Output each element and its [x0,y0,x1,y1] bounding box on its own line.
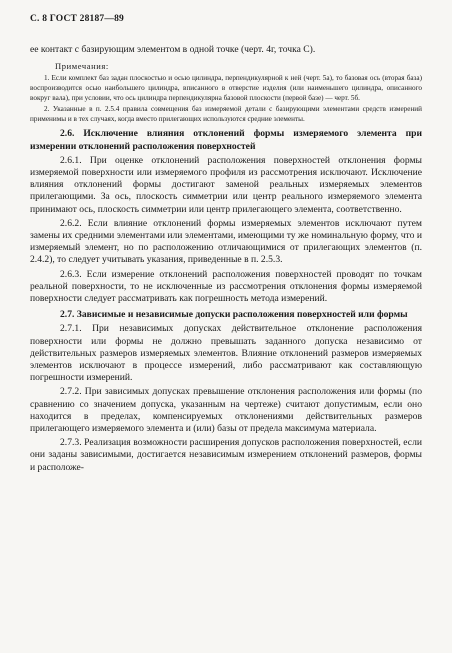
paragraph-2-7-1: 2.7.1. При независимых допусках действительное отклонение расположения поверхности или формы не должно превышать заданного допуска независимо от действительных размеров измеряемых элементов. Влияние отклонений размеров измеряемых элементов исключают в процессе измерений, либо рассматривают как составляющую погрешности измерений. [30,323,422,384]
page-content [30,44,422,476]
paragraph-continuation: ее контакт с базирующим элементом в одной точке (черт. 4г, точка C). [30,44,316,55]
paragraph-2-6-1: 2.6.1. При оценке отклонений расположения поверхностей отклонения формы измеряемой поверхности или измеряемого профиля из рассмотрения исключают. Исключение влияния отклонений формы достигают заменой реальных измеряемых элементов прилегающими. За ось, плоскость симметрии или центр реального измеряемого элемента принимают ось, плоскость симметрии или центр прилегающего элемента, соответственно. [30,154,422,215]
section-heading-2-6: 2.6. Исключение влияния отклонений формы измеряемого элемента при измерении отклонений расположения поверхностей [30,128,422,152]
note-2: 2. Указанные в п. 2.5.4 правила совмещения баз измеряемой детали с базирующими элементами средств измерений применимы и в тех случаях, когда вместо прилегающих используются средние элементы. [30,105,422,123]
paragraph-2-6-2: 2.6.2. Если влияние отклонений формы измеряемых элементов исключают путем замены их средними элементами или элементами, имеющими ту же номинальную форму, что и измеряемый элемент, но по расположению отличающимися от прилегающих элементов (п. 2.4.2), то следует учитывать указания, приведенные в п. 2.5.3. [30,217,422,266]
note-1: 1. Если комплект баз задан плоскостью и осью цилиндра, перпендикулярной к ней (черт. 5а), то базовая ось (вторая база) воспроизводится осью наибольшего цилиндра, вписанного в отверстие изделия (или наименьшего цилиндра, описанного вокруг вала), при условии, что ось цилиндра перпендикулярна базовой плоскости (первой базе) — черт. 5б. [30,74,422,102]
paragraph-2-6-3: 2.6.3. Если измерение отклонений расположения поверхностей проводят по точкам реальной поверхности, то не исключенные из рассмотрения отклонения формы измеряемой поверхности следует рассматривать как погрешность метода измерений. [30,268,422,305]
notes-label: Примечания: [55,61,109,72]
paragraph-2-7-2: 2.7.2. При зависимых допусках превышение отклонения расположения или формы (по сравнению со значением допуска, указанным на чертеже) считают допустимым, если оно находится в пределах, компенсируемых отклонениями действительных размеров прилегающего измеряемого элемента и (или) базы от предела максимума материала. [30,386,422,435]
paragraph-2-7-3: 2.7.3. Реализация возможности расширения допусков расположения поверхностей, если они заданы зависимыми, достигается независимым измерением отклонений размеров, формы и расположе- [30,437,422,473]
page-header: С. 8 ГОСТ 28187—89 [30,14,124,24]
section-heading-2-7: 2.7. Зависимые и независимые допуски расположения поверхностей или формы [60,309,408,321]
